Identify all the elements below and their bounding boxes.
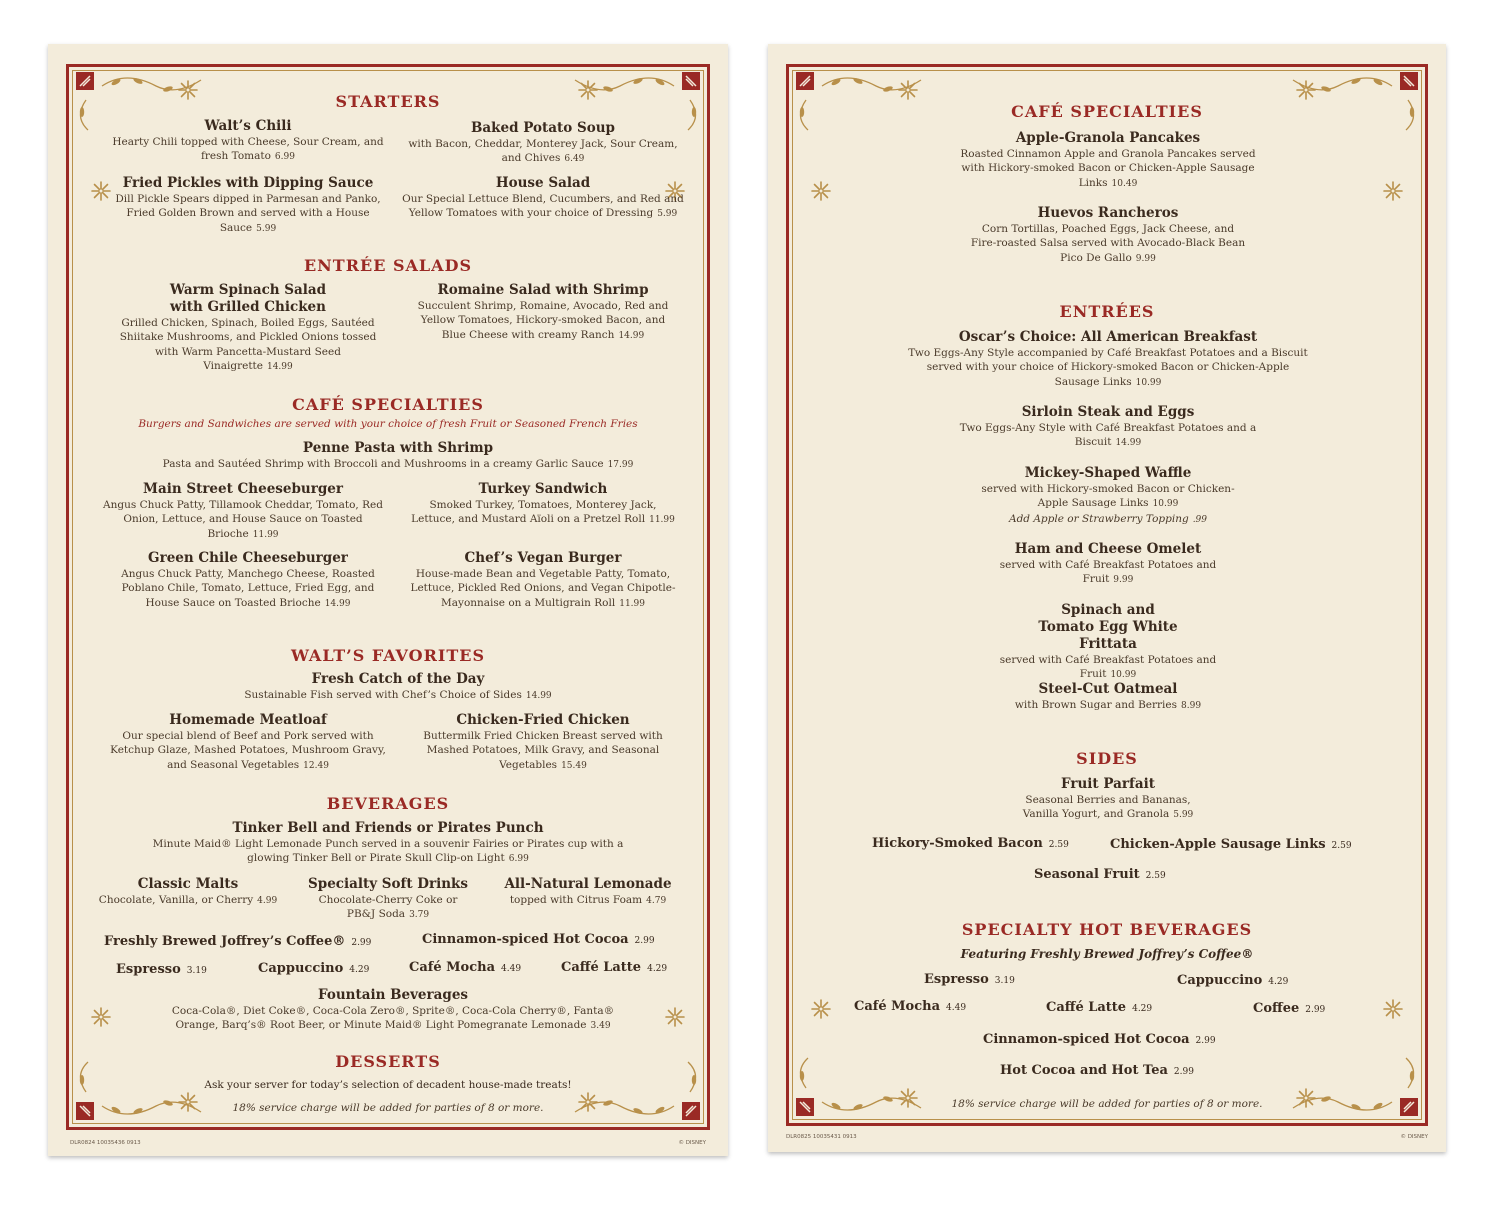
desserts-desc: Ask your server for today’s selection of decadent house-made treats! [204, 1079, 572, 1091]
beverage-item: Espresso 3.19 [116, 962, 207, 977]
menu-item: Green Chile Cheeseburger Angus Chuck Patty, Manchego Cheese, Roasted Poblano Chile, Tomato, Lettuce, Fried Egg, and House Sauce on Toasted Brioche 14.99 [121, 550, 375, 609]
beverage-item: Espresso 3.19 [924, 972, 1015, 987]
section-title-starters: STARTERS [335, 92, 441, 111]
beverage-item: Cappuccino 4.29 [258, 961, 370, 976]
side-item: Chicken-Apple Sausage Links 2.59 [1110, 837, 1352, 852]
service-charge-note: 18% service charge will be added for parties of 8 or more. [232, 1102, 544, 1114]
side-item: Seasonal Fruit 2.59 [1034, 867, 1166, 882]
section-title-beverages: BEVERAGES [326, 794, 450, 813]
menu-item: Chicken-Fried Chicken Buttermilk Fried Chicken Breast served with Mashed Potatoes, Milk Gravy, and Seasonal Vegetables 15.49 [423, 712, 663, 771]
menu-item: Warm Spinach Salad with Grilled Chicken Grilled Chicken, Spinach, Boiled Eggs, Sautéed Shiitake Mushrooms, and Pickled Onions tossed with Warm Pancetta-Mustard Seed Vinaigrette 14.99 [119, 282, 377, 373]
menu-item: Fresh Catch of the Day Sustainable Fish served with Chef’s Choice of Sides 14.99 [244, 671, 552, 701]
menu-item: Chef’s Vegan Burger House-made Bean and Vegetable Patty, Tomato, Lettuce, Pickled Red Onions, and Vegan Chipotle-Mayonnaise on a Multigrain Roll 11.99 [410, 550, 676, 609]
menu-item: Turkey Sandwich Smoked Turkey, Tomatoes, Monterey Jack, Lettuce, and Mustard Aïoli on a Pretzel Roll 11.99 [411, 481, 675, 526]
beverage-item: Cappuccino 4.29 [1177, 973, 1289, 988]
menu-item: Steel-Cut Oatmeal with Brown Sugar and Berries 8.99 [1014, 681, 1202, 711]
menu-item: Penne Pasta with Shrimp Pasta and Sautéed Shrimp with Broccoli and Mushrooms in a creamy Garlic Sauce 17.99 [162, 440, 634, 470]
menu-item: Main Street Cheeseburger Angus Chuck Patty, Tillamook Cheddar, Tomato, Red Onion, Lettuce, and House Sauce on Toasted Brioche 11.99 [103, 481, 383, 540]
beverage-item: Café Mocha 4.49 [409, 960, 522, 975]
section-title-desserts: DESSERTS [335, 1052, 441, 1071]
side-item: Hickory-Smoked Bacon 2.59 [872, 836, 1069, 851]
section-title-hot-beverages: SPECIALTY HOT BEVERAGES [961, 920, 1253, 939]
menu-card-lunch [48, 44, 728, 1156]
menu-item: Fruit Parfait Seasonal Berries and Bananas, Vanilla Yogurt, and Granola 5.99 [1022, 776, 1194, 821]
menu-item: Apple-Granola Pancakes Roasted Cinnamon Apple and Granola Pancakes served with Hickory-smoked Bacon or Chicken-Apple Sausage Links 10.49 [960, 130, 1256, 189]
section-title-entrees: ENTRÉES [1059, 302, 1155, 321]
section-note: Burgers and Sandwiches are served with your choice of fresh Fruit or Seasoned French Fries [138, 418, 638, 430]
menu-item: Classic Malts Chocolate, Vanilla, or Cherry 4.99 [98, 876, 278, 906]
section-title-sides: SIDES [1076, 749, 1138, 768]
section-title-walts-favorites: WALT’S FAVORITES [290, 646, 486, 665]
beverage-item: Coffee 2.99 [1253, 1001, 1326, 1016]
menu-item: Walt’s Chili Hearty Chili topped with Cheese, Sour Cream, and fresh Tomato 6.99 [112, 118, 384, 163]
print-code: DLR0824 10035436 0913 [70, 1140, 141, 1146]
copyright: © DISNEY [1400, 1134, 1428, 1140]
menu-item: Spinach and Tomato Egg White Frittata served with Café Breakfast Potatoes and Fruit 10.99 [999, 602, 1217, 681]
menu-item: Baked Potato Soup with Bacon, Cheddar, Monterey Jack, Sour Cream, and Chives 6.49 [408, 120, 678, 165]
menu-item: Oscar’s Choice: All American Breakfast Two Eggs-Any Style accompanied by Café Breakfast Potatoes and a Biscuit served with your choice of Hickory-smoked Bacon or Chicken-Apple Sausage Links 10.99 [908, 329, 1308, 388]
menu-item: House Salad Our Special Lettuce Blend, Cucumbers, and Red and Yellow Tomatoes with your choice of Dressing 5.99 [402, 175, 684, 220]
service-charge-note: 18% service charge will be added for parties of 8 or more. [951, 1098, 1263, 1110]
menu-item: Fried Pickles with Dipping Sauce Dill Pickle Spears dipped in Parmesan and Panko, Fried Golden Brown and served with a House Sauce 5.99 [115, 175, 381, 234]
menu-item: Tinker Bell and Friends or Pirates Punch Minute Maid® Light Lemonade Punch served in a souvenir Fairies or Pirates cup with a glowing Tinker Bell or Pirate Skull Clip-on Light 6.99 [152, 820, 624, 865]
section-subtitle: Featuring Freshly Brewed Joffrey’s Coffee® [960, 947, 1254, 961]
menu-item: All-Natural Lemonade topped with Citrus Foam 4.79 [504, 876, 672, 906]
copyright: © DISNEY [678, 1140, 706, 1146]
menu-item: Specialty Soft Drinks Chocolate-Cherry Coke or PB&J Soda 3.79 [308, 876, 468, 921]
menu-item: Huevos Rancheros Corn Tortillas, Poached Eggs, Jack Cheese, and Fire-roasted Salsa served with Avocado-Black Bean Pico De Gallo 9.99 [970, 205, 1246, 264]
beverage-item: Cinnamon-spiced Hot Cocoa 2.99 [422, 932, 655, 947]
menu-item: Fountain Beverages Coca-Cola®, Diet Coke®, Coca-Cola Zero®, Sprite®, Coca-Cola Cherry®, Fanta® Orange, Barq’s® Root Beer, or Minute Maid® Light Pomegranate Lemonade 3.49 [171, 987, 615, 1032]
menu-item: Romaine Salad with Shrimp Succulent Shrimp, Romaine, Avocado, Red and Yellow Tomatoes, Hickory-smoked Bacon, and Blue Cheese with creamy Ranch 14.99 [417, 282, 669, 341]
beverage-item: Freshly Brewed Joffrey’s Coffee® 2.99 [104, 934, 372, 949]
beverage-item: Caffé Latte 4.29 [561, 960, 668, 975]
beverage-item: Cinnamon-spiced Hot Cocoa 2.99 [983, 1032, 1216, 1047]
menu-item: Homemade Meatloaf Our special blend of Beef and Pork served with Ketchup Glaze, Mashed Potatoes, Mushroom Gravy, and Seasonal Vegetables 12.49 [110, 712, 386, 771]
beverage-item: Caffé Latte 4.29 [1046, 1000, 1153, 1015]
beverage-item: Hot Cocoa and Hot Tea 2.99 [1000, 1063, 1194, 1078]
section-title-cafe-specialties: CAFÉ SPECIALTIES [1011, 102, 1203, 121]
section-title-entree-salads: ENTRÉE SALADS [303, 256, 473, 275]
menu-item: Ham and Cheese Omelet served with Café Breakfast Potatoes and Fruit 9.99 [999, 541, 1217, 586]
print-code: DLR0825 10035431 0913 [786, 1134, 857, 1140]
beverage-item: Café Mocha 4.49 [854, 999, 967, 1014]
section-title-cafe-specialties: CAFÉ SPECIALTIES [292, 395, 484, 414]
menu-item: Sirloin Steak and Eggs Two Eggs-Any Style with Café Breakfast Potatoes and a Biscuit 14.99 [959, 404, 1257, 449]
menu-item: Mickey-Shaped Waffle served with Hickory-smoked Bacon or Chicken-Apple Sausage Links 10.99 Add Apple or Strawberry Topping .99 [981, 465, 1235, 525]
menu-card-breakfast [768, 44, 1446, 1152]
